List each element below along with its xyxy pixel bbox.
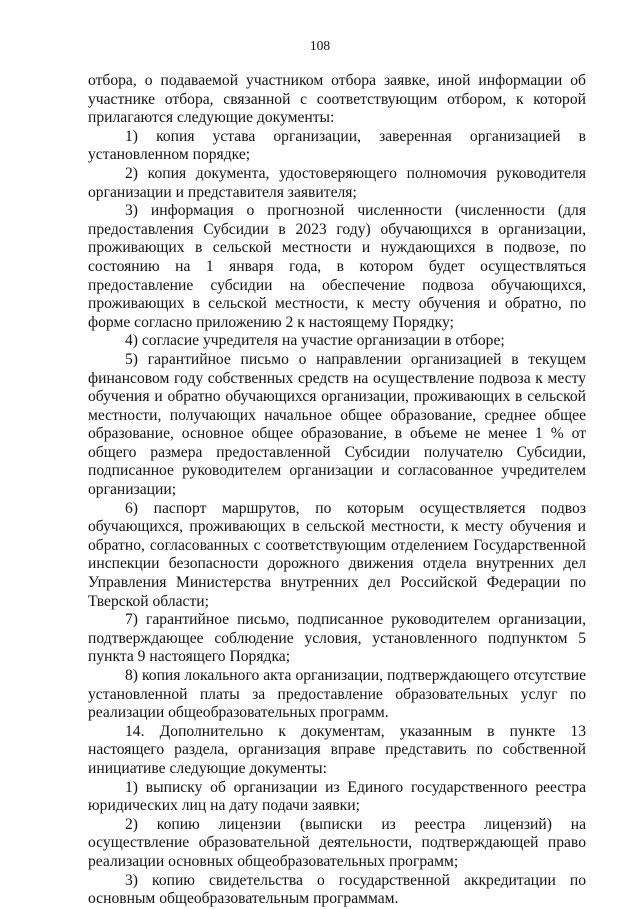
list-item-8-local-act-copy: 8) копия локального акта организации, подтверждающего отсутствие установленной платы за предоставление образовательных услуг по реализации общеобразовательных программ. bbox=[88, 667, 586, 722]
list-item-4-founder-consent: 4) согласие учредителя на участие организации в отборе; bbox=[125, 332, 505, 350]
paragraph-continuation: отбора, о подаваемой участником отбора заявке, иной информации об участнике отбора, связанной с соответствующим отбором, к которой прилагаются следующие документы: bbox=[88, 72, 586, 127]
optional-item-3-accreditation-copy: 3) копию свидетельства о государственной аккредитации по основным общеобразовательным программам. bbox=[88, 871, 586, 908]
document-body bbox=[88, 72, 586, 909]
section-14-intro: 14. Дополнительно к документам, указанным в пункте 13 настоящего раздела, организация вправе представить по собственной инициативе следующие документы: bbox=[88, 722, 586, 777]
optional-item-2-license-copy: 2) копию лицензии (выписки из реестра лицензий) на осуществление образовательной деятельности, подтверждающей право реализации основных общеобразовательных программ; bbox=[88, 815, 586, 870]
list-item-2-authority-document: 2) копия документа, удостоверяющего полномочия руководителя организации и представителя заявителя; bbox=[88, 164, 586, 201]
list-item-5-guarantee-letter-funds: 5) гарантийное письмо о направлении организацией в текущем финансовом году собственных средств на осуществление подвоза к месту обучения и обратно обучающихся организации, проживающих в сельской местности, получающих начальное общее образование, среднее общее образование, основное общее образование, в объеме не менее 1 % от общего размера предоставленной Субсидии получателю Субсидии, подписанное руководителем организации и согласованное учредителем организации; bbox=[88, 350, 586, 499]
list-item-7-guarantee-letter-condition: 7) гарантийное письмо, подписанное руководителем организации, подтверждающее соблюдение условия, установленного подпунктом 5 пункта 9 настоящего Порядка; bbox=[88, 611, 586, 666]
optional-item-1-registry-extract: 1) выписку об организации из Единого государственного реестра юридических лиц на дату подачи заявки; bbox=[88, 778, 586, 815]
list-item-6-route-passport: 6) паспорт маршрутов, по которым осуществляется подвоз обучающихся, проживающих в сельской местности, к месту обучения и обратно, согласованных с соответствующим отделением Государственной инспекции безопасности дорожного движения отдела внутренних дел Управления Министерства внутренних дел Российской Федерации по Тверской области; bbox=[88, 499, 586, 610]
list-item-1-charter-copy: 1) копия устава организации, заверенная организацией в установленном порядке; bbox=[88, 127, 586, 164]
page-number: 108 bbox=[309, 38, 331, 53]
list-item-3-student-count-info: 3) информация о прогнозной численности (численности (для предоставления Субсидии в 2023 году) обучающихся в организации, проживающих в сельской местности и нуждающихся в подвозе, по состоянию на 1 января года, в котором будет осуществляться предоставление субсидии на обеспечение подвоза обучающихся, проживающих в сельской местности, к месту обучения и обратно, по форме согласно приложению 2 к настоящему Порядку; bbox=[88, 202, 586, 331]
